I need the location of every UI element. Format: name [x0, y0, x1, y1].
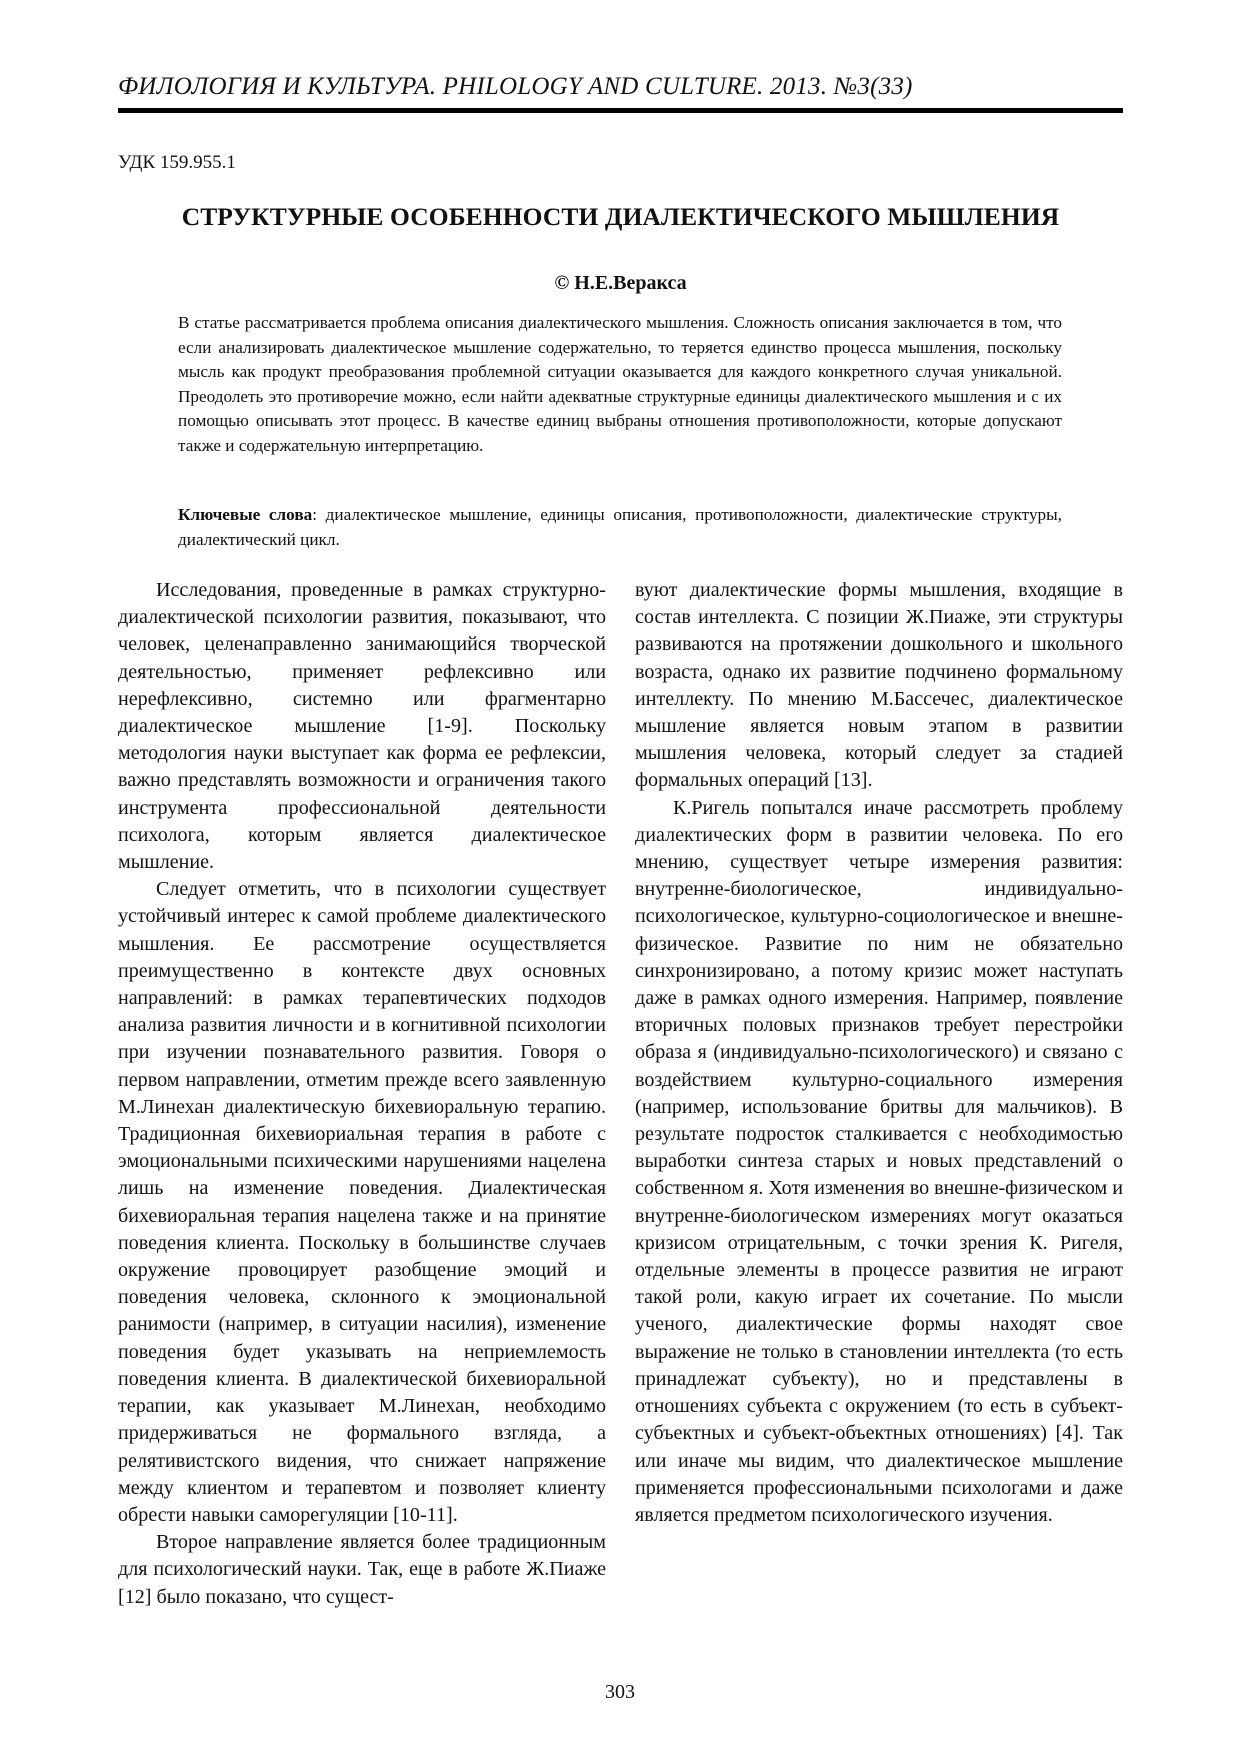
abstract: В статье рассматривается проблема описания диалектического мышления. Сложность описания заключается в том, что если анализировать диалектическое мышление содержательно, то теряется единство процесса мышления, поскольку мысль как продукт преобразования проблемной ситуации оказывается для каждого конкретного случая уникальной. Преодолеть это противоречие можно, если найти адекватные структурные единицы диалектического мышления и с их помощью описывать этот процесс. В качестве единиц выбраны отношения противоположности, которые допускают также и содержательную интерпретацию. — [178, 313, 1062, 455]
keywords-label: Ключевые слова — [178, 505, 313, 524]
paragraph-continuation: вуют диалектические формы мышления, входящие в состав интеллекта. С позиции Ж.Пиаже, эти структуры развиваются на протяжении дошкольного и школьного возраста, однако их развитие подчинено формальному интеллекту. По мнению М.Бассечес, диалектическое мышление является новым этапом в развитии мышления человека, который следует за стадией формальных операций [13]. — [635, 579, 1123, 792]
running-head: ФИЛОЛОГИЯ И КУЛЬТУРА. PHILOLOGY AND CULTURE. 2013. №3(33) — [118, 73, 913, 100]
header-rule — [118, 108, 1123, 113]
body-column-right — [635, 577, 1123, 1529]
keywords — [178, 503, 1062, 552]
paragraph: Второе направление является более традиционным для психологический науки. Так, еще в работе Ж.Пиаже [12] было показано, что сущест- — [118, 1531, 606, 1608]
body-column-left — [118, 577, 606, 1611]
page-number: 303 — [605, 1681, 635, 1703]
paragraph: Исследования, проведенные в рамках структурно-диалектической психологии развития, показывают, что человек, целенаправленно занимающийся творческой деятельностью, применяет рефлексивно или нерефлексивно, системно или фрагментарно диалектическое мышление [1-9]. Поскольку методология науки выступает как форма ее рефлексии, важно представлять возможности и ограничения такого инструмента профессиональной деятельности психолога, которым является диалектическое мышление. — [118, 579, 606, 874]
udc-code: УДК 159.955.1 — [118, 152, 236, 173]
paragraph: Следует отметить, что в психологии существует устойчивый интерес к самой проблеме диалектического мышления. Ее рассмотрение осуществляется преимущественно в контексте двух основных направлений: в рамках терапевтических подходов анализа развития личности и в когнитивной психологии при изучении познавательного развития. Говоря о первом направлении, отметим прежде всего заявленную М.Линехан диалектическую бихевиоральную терапию. Традиционная бихевиориальная терапия в работе с эмоциональными психическими нарушениями нацелена лишь на изменение поведения. Диалектическая бихевиоральная терапия нацелена также и на принятие поведения клиента. Поскольку в большинстве случаев окружение провоцирует разобщение эмоций и поведения человека, склонного к эмоциональной ранимости (например, в ситуации насилия), изменение поведения будет указывать на неприемлемость поведения клиента. В диалектической бихевиоральной терапии, как указывает М.Линехан, необходимо придерживаться не формального взгляда, а релятивистского видения, что снижает напряжение между клиентом и терапевтом и позволяет клиенту обрести навыки саморегуляции [10-11]. — [118, 878, 606, 1526]
keywords-text: : диалектическое мышление, единицы описания, противоположности, диалектические структуры, диалектический цикл. — [178, 505, 1062, 549]
paragraph: К.Ригель попытался иначе рассмотреть проблему диалектических форм в развитии человека. По его мнению, существует четыре измерения развития: внутренне-биологическое, индивидуально-психологическое, культурно-социологическое и внешне-физическое. Развитие по ним не обязательно синхронизировано, а потому кризис может наступать даже в рамках одного измерения. Например, появление вторичных половых признаков требует перестройки образа я (индивидуально-психологического) и связано с воздействием культурно-социального измерения (например, использование бритвы для мальчиков). В результате подросток сталкивается с необходимостью выработки синтеза старых и новых представлений о собственном я. Хотя изменения во внешне-физическом и внутренне-биологическом измерениях могут оказаться кризисом отрицательным, с точки зрения К. Ригеля, отдельные элементы в процессе развития не играют такой роли, какую играет их сочетание. По мысли ученого, диалектические формы находят свое выражение не только в становлении интеллекта (то есть принадлежат субъекту), но и представлены в отношениях субъекта с окружением (то есть в субъект-субъектных и субъект-объектных отношениях) [4]. Так или иначе мы видим, что диалектическое мышление применяется профессиональными психологами и даже является предметом психологического изучения. — [635, 796, 1123, 1526]
article-title: СТРУКТУРНЫЕ ОСОБЕННОСТИ ДИАЛЕКТИЧЕСКОГО МЫШЛЕНИЯ — [181, 202, 1060, 231]
article-author: © Н.Е.Веракса — [554, 272, 687, 294]
